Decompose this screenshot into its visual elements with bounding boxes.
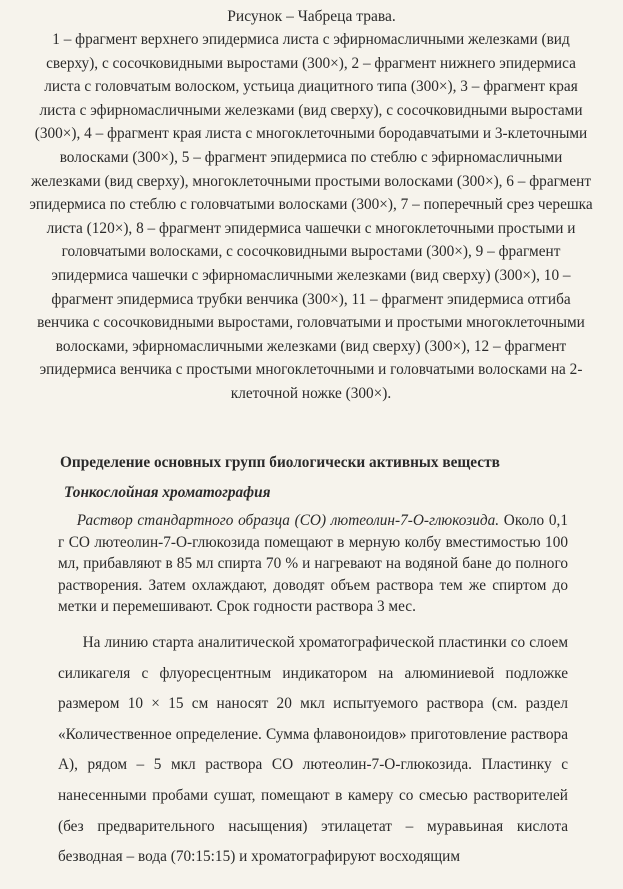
figure-caption: 1 – фрагмент верхнего эпидермиса листа с эфирномасличными железками (вид сверху), с сосочковидными выростами (300×), 2 – фрагмент нижнего эпидермиса листа с головчатым волоском, устьица диацитного типа (300×), 3 – фрагмент края листа с эфирномасличными железками (вид сверху), с сосочковидными выростами (300×), 4 – фрагмент края листа с многоклеточными бородавчатыми и 3-клеточными волосками (300×), 5 – фрагмент эпидермиса по стеблю с эфирномасличными железками (вид сверху), многоклеточными простыми волосками (300×), 6 – фрагмент эпидермиса по стеблю с головчатыми волосками (300×), 7 – поперечный срез черешка листа (120×), 8 – фрагмент эпидермиса чашечки с многоклеточными простыми и головчатыми волосками, с сосочковидными выростами (300×), 9 – фрагмент эпидермиса чашечки с эфирномасличными железками (вид сверху) (300×), 10 – фрагмент эпидермиса трубки венчика (300×), 11 – фрагмент эпидермиса отгиба венчика с сосочковидными выростами, головчатыми и простыми многоклеточными волосками, эфирномасличными железками (вид сверху) (300×), 12 – фрагмент эпидермиса венчика с простыми многоклеточными и головчатыми волосками на 2-клеточной ножке (300×). xyxy=(29,31,593,402)
section-heading: Определение основных групп биологически активных веществ xyxy=(60,454,500,471)
paragraph-body: Около 0,1 г СО лютеолин-7-О-глюкозида помещают в мерную колбу вместимостью 100 мл, прибавляют в 85 мл спирта 70 % и нагревают на водяной бане до полного растворения. Затем охлаждают, доводят объем раствора тем же спиртом до метки и перемешивают. Срок годности раствора 3 мес. xyxy=(58,512,568,615)
paragraph-lead: Раствор стандартного образца (СО) лютеолин-7-О-глюкозида. xyxy=(76,512,500,529)
paragraph-body: На линию старта аналитической хроматографической пластинки со слоем силикагеля с флуоресцентным индикатором на алюминиевой подложке размером 10 × 15 см наносят 20 мкл испытуемого раствора (см. раздел «Количественное определение. Сумма флавоноидов» приготовление раствора А), рядом – 5 мкл раствора СО лютеолин-7-О-глюкозида. Пластинку с нанесенными пробами сушат, помещают в камеру со смесью растворителей (без предварительного насыщения) этилацетат – муравьиная кислота безводная – вода (70:15:15) и хроматографируют восходящим xyxy=(58,634,569,866)
figure-title: Рисунок – Чабреца трава. xyxy=(227,8,396,25)
paragraph-chromatography xyxy=(58,628,568,873)
paragraph-standard-solution xyxy=(58,510,568,618)
section-subheading: Тонкослойная хроматография xyxy=(64,484,271,501)
